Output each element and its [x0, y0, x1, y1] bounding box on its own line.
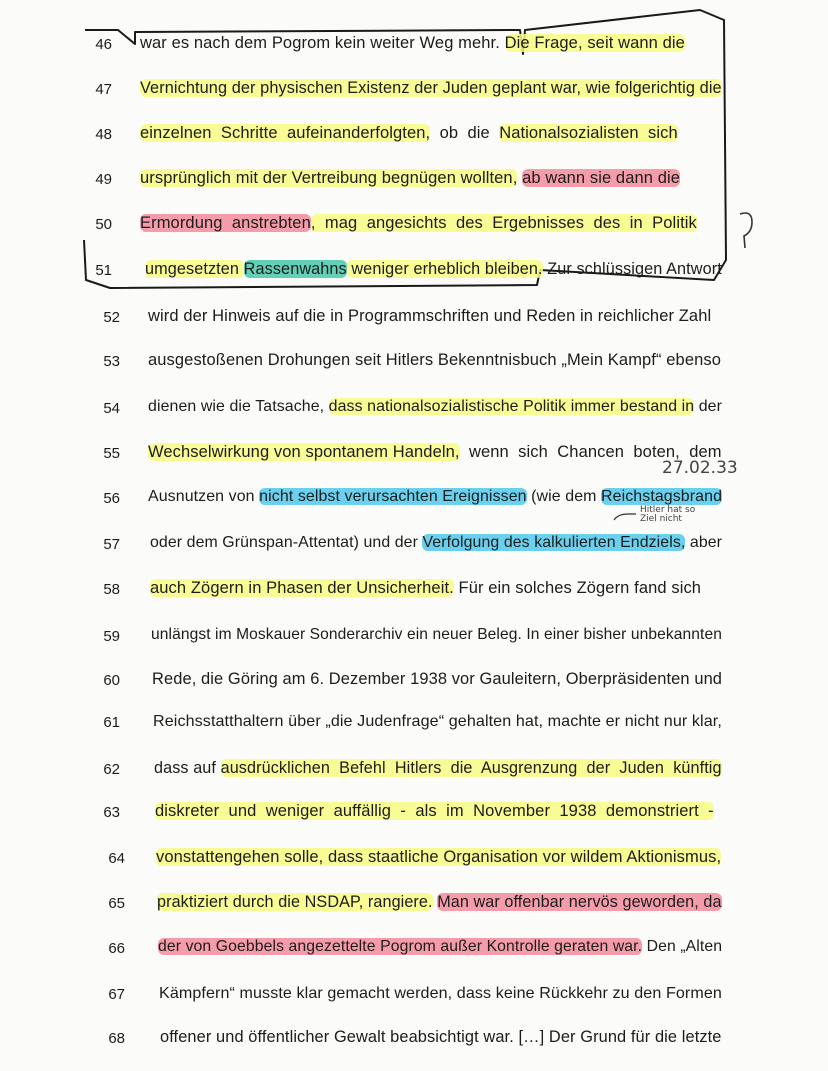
- line-text: [152, 670, 722, 689]
- text-line: [0, 575, 828, 605]
- text-line: [0, 980, 828, 1010]
- line-number: 68: [108, 1030, 125, 1047]
- yellow-highlight: einzelnen Schritte aufeinanderfolgten,: [140, 124, 431, 142]
- text-line: [0, 530, 828, 560]
- line-number: 46: [95, 36, 112, 53]
- text-line: [0, 889, 828, 919]
- handwritten-note-2: Ziel nicht: [640, 514, 682, 524]
- pink-highlight: Man war offenbar nervös geworden, da: [437, 893, 722, 911]
- plain-text: dienen wie die Tatsache,: [148, 398, 329, 415]
- handwritten-date: 27.02.33: [662, 458, 738, 478]
- yellow-highlight: ausdrücklichen Befehl Hitlers die Ausgrenzung der Juden künftig: [220, 759, 722, 777]
- plain-text: unlängst im Moskauer Sonderarchiv ein neuer Beleg. In einer bisher unbekannten: [151, 626, 722, 643]
- yellow-highlight: Vernichtung der physischen Existenz der Juden geplant war, wie folgerichtig die: [140, 79, 722, 97]
- line-text: [148, 398, 722, 416]
- line-number: 47: [95, 81, 112, 98]
- text-line: [0, 484, 828, 514]
- line-number: 57: [103, 536, 120, 553]
- line-number: 56: [103, 490, 120, 507]
- plain-text: der: [694, 398, 723, 415]
- line-text: [140, 124, 678, 143]
- yellow-highlight: vonstattengehen solle, dass staatliche Organisation vor wildem Aktionismus,: [156, 848, 722, 866]
- plain-text: Reichsstatthaltern über „die Judenfrage“ gehalten hat, machte er nicht nur klar,: [153, 712, 722, 730]
- text-line: [0, 934, 828, 964]
- line-text: [158, 938, 722, 956]
- pink-highlight: ab wann sie dann die: [522, 169, 681, 187]
- line-number: 48: [95, 126, 112, 143]
- pink-highlight: der von Goebbels angezettelte Pogrom außer Kontrolle geraten war.: [158, 938, 643, 955]
- yellow-highlight: Nationalsozialisten sich: [499, 124, 678, 142]
- line-number: 65: [108, 895, 125, 912]
- line-text: [140, 214, 697, 233]
- line-number: 53: [103, 353, 120, 370]
- text-line: [0, 622, 828, 652]
- line-text: [140, 34, 685, 53]
- yellow-highlight: Die Frage, seit wann die: [504, 34, 685, 52]
- line-text: [155, 802, 714, 821]
- line-number: 59: [103, 628, 120, 645]
- line-text: [151, 626, 722, 644]
- plain-text: ob die: [430, 124, 500, 142]
- line-number: 51: [95, 262, 112, 279]
- plain-text: wird der Hinweis auf die in Programmschriften und Reden in reichlicher Zahl: [148, 307, 712, 325]
- plain-text: wenn sich Chancen boten, dem: [459, 443, 722, 461]
- text-line: [0, 666, 828, 696]
- line-number: 55: [103, 445, 120, 462]
- plain-text: Kämpfern“ musste klar gemacht werden, dass keine Rückkehr zu den Formen: [159, 984, 722, 1002]
- plain-text: Rede, die Göring am 6. Dezember 1938 vor Gauleitern, Oberpräsidenten und: [152, 670, 723, 688]
- line-number: 49: [95, 171, 112, 188]
- line-number: 64: [108, 850, 125, 867]
- text-line: [0, 798, 828, 828]
- line-number: 60: [103, 672, 120, 689]
- plain-text: offener und öffentlicher Gewalt beabsichtigt war. […] Der Grund für die letzte: [160, 1028, 722, 1046]
- pink-highlight: Ermordung anstrebten: [140, 214, 311, 232]
- note-arrow: [614, 514, 636, 520]
- plain-text: (wie dem: [526, 488, 602, 505]
- yellow-highlight: dass nationalsozialistische Politik immer bestand in: [328, 398, 695, 415]
- yellow-highlight: weniger erheblich bleiben.: [346, 260, 543, 278]
- line-text: [154, 759, 722, 778]
- line-text: [148, 307, 711, 326]
- green-highlight: Rassenwahns: [243, 260, 347, 278]
- line-text: [157, 893, 722, 912]
- text-line: [0, 1024, 828, 1054]
- text-line: [0, 844, 828, 874]
- yellow-highlight: ursprünglich mit der Vertreibung begnügen wollten,: [140, 169, 518, 187]
- text-line: [0, 210, 828, 240]
- line-number: 66: [108, 940, 125, 957]
- line-number: 67: [108, 986, 125, 1003]
- line-text: [145, 260, 722, 279]
- text-line: [0, 75, 828, 105]
- line-number: 54: [103, 400, 120, 417]
- blue-highlight: nicht selbst verursachten Ereignissen: [259, 488, 527, 505]
- plain-text: Für ein solches Zögern fand sich: [453, 579, 702, 597]
- text-line: [0, 303, 828, 333]
- text-line: [0, 256, 828, 286]
- line-number: 50: [95, 216, 112, 233]
- line-text: [148, 443, 722, 462]
- yellow-highlight: umgesetzten: [145, 260, 244, 278]
- text-line: [0, 30, 828, 60]
- plain-text: ausgestoßenen Drohungen seit Hitlers Bekenntnisbuch „Mein Kampf“ ebenso: [148, 351, 722, 369]
- handwritten-note-1: Hitler hat so: [640, 505, 696, 515]
- line-text: [140, 79, 722, 98]
- line-text: [156, 848, 721, 867]
- line-text: [159, 984, 722, 1003]
- line-text: [148, 351, 721, 370]
- yellow-highlight: Wechselwirkung von spontanem Handeln,: [148, 443, 460, 461]
- line-text: [148, 488, 722, 506]
- text-line: [0, 120, 828, 150]
- yellow-highlight: praktiziert durch die NSDAP, rangiere.: [157, 893, 433, 911]
- line-number: 62: [103, 761, 120, 778]
- line-text: [153, 712, 722, 731]
- text-line: [0, 755, 828, 785]
- yellow-highlight: , mag angesichts des Ergebnisses des in Politik: [310, 214, 697, 232]
- line-text: [140, 169, 680, 188]
- text-line: [0, 394, 828, 424]
- plain-text: Ausnutzen von: [148, 488, 260, 505]
- yellow-highlight: diskreter und weniger auffällig - als im November 1938 demonstriert -: [155, 802, 714, 820]
- line-number: 61: [103, 714, 120, 731]
- line-number: 63: [103, 804, 120, 821]
- line-text: [150, 579, 701, 598]
- blue-highlight: Reichstagsbrand: [601, 488, 723, 505]
- plain-text: war es nach dem Pogrom kein weiter Weg mehr.: [140, 34, 500, 52]
- yellow-highlight: auch Zögern in Phasen der Unsicherheit.: [150, 579, 454, 597]
- line-text: [160, 1028, 722, 1047]
- line-number: 58: [103, 581, 120, 598]
- plain-text: oder dem Grünspan-Attentat) und der: [150, 534, 423, 551]
- line-number: 52: [103, 309, 120, 326]
- plain-text: [500, 34, 505, 52]
- text-line: [0, 165, 828, 195]
- text-line: [0, 347, 828, 377]
- plain-text: Zur schlüssigen Antwort: [542, 260, 722, 278]
- plain-text: dass auf: [154, 759, 221, 777]
- line-text: [150, 534, 722, 552]
- plain-text: Den „Alten: [642, 938, 723, 955]
- plain-text: aber: [685, 534, 723, 551]
- text-line: [0, 708, 828, 738]
- blue-highlight: Verfolgung des kalkulierten Endziels,: [422, 534, 686, 551]
